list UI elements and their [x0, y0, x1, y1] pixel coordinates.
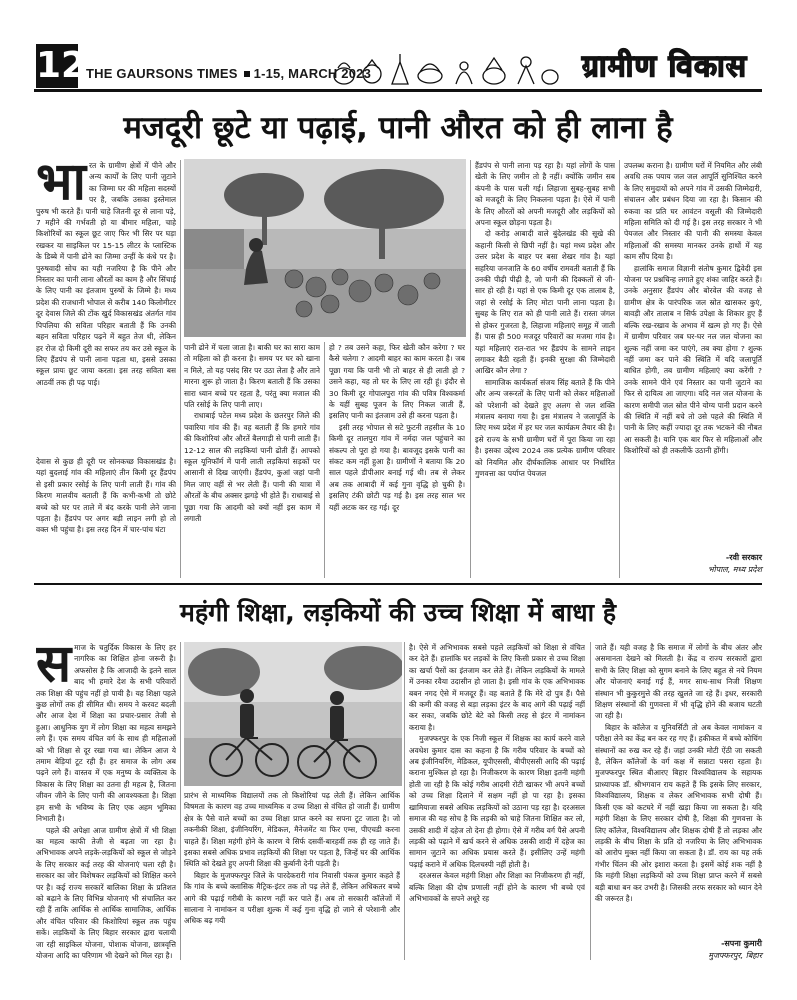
paper-name: THE GAURSONS TIMES [86, 66, 238, 81]
village-illustration-icon [330, 46, 560, 88]
article1-text-4: हैंडपंप से पानी लाना पड़ रहा है। यहां लोगों के पास खेती के लिए जमीन तो है नहीं। क्योंकि जमीन सब कंपनी के पास चली गई। लिहाजा सुबह-सुबह सभी को मजदूरी के लिए निकलना पड़ता है। ऐसे में पानी के लिए औरतों को अपनी मजदूरी और लड़कियों को अपना स्कूल छोड़ना पड़ता है। [475, 161, 615, 228]
article2-author: -सपना कुमारी [721, 939, 762, 948]
article1-text-5b: हालांकि समाज विज्ञानी संतोष कुमार द्विवेदी इस योजना पर प्रश्नचिन्ह लगाते हुए शंका जाहिर करते हैं। उनके अनुसार हैंडपंप और बोरवेल की वजह से ग्रामीण क्षेत्र के पारंपरिक जल स्रोत खासकर कुएं, बावड़ी और तालाब न सिर्फ उपेक्षा के शिकार हुए हैं बल्कि रख-रखाव के अभाव में खत्म हो गए हैं। ऐसे में ग्रामीण परिवार जब घर-घर नल जल योजना का शुल्क नहीं जमा कर पाएंगे, तब क्या होगा ? शुल्क नहीं जमा कर पाने की स्थिति में यदि जलापूर्ति बाधित होगी, तब ग्रामीण महिलाएं क्या करेंगी ? उनके सामने पीने एवं निस्तार का पानी जुटाने का फिर से दायित्व आ जाएगा। यदि नल जल योजना के कारण समीपी जल स्रोत पीने योग्य पानी प्रदान करने की स्थिति में नहीं बचे तो उसे पहले की स्थिति में पानी के लिए कहीं ज्यादा दूर तक भटकने की नौबत आ सकती है। यानि एक बार फिर से महिलाओं और किशोरियों को ही तकलीफें उठानी होंगी। [624, 263, 762, 456]
article2-text-2: प्रारंभ से माध्यमिक विद्यालयों तक तो किशोरियां पढ़ लेती हैं। लेकिन आर्थिक विषमता के कारण वह उच्च माध्यमिक व उच्च शिक्षा से वंचित हो जाती हैं। ग्रामीण क्षेत्र के पैसे वाले बच्चों का उच्च शिक्षा प्राप्त करने का सपना टूट जाता है। जो तकनीकी शिक्षा, इंजीनियरिंग, मेडिकल, मैनेजमेंट या फिर एम्स, पीएचडी करना चाहते हैं। शिक्षा महंगी होने के कारण ये सिर्फ दसवीं-बारहवीं तक ही रह जाते हैं। इसका सबसे अधिक प्रभाव लड़कियों की शिक्षा पर पड़ता है, जिन्हें घर की आर्थिक स्थिति को देखते हुए अपनी शिक्षा की कुर्बानी देनी पड़ती है। [184, 791, 400, 869]
article1-text-2b: राधाबाई पटेल मध्य प्रदेश के छतरपुर जिले की पवारिया गांव की हैं। वह बताती हैं कि हमारे गांव की किशोरियां और औरतें बैलगाड़ी से पानी लाती हैं। 12-12 साल की लड़कियां पानी ढोती हैं। आपको स्कूल यूनिफॉर्म में पानी लाती लड़कियां सड़कों पर आसानी से दिख जाएंगी। हैंडपंप, कुआं जहां पानी मिल जाए वहीं से भर लेती हैं। पानी की यात्रा में औरतों के बीच अक्सर झगड़े भी होते हैं। राधाबाई से पूछा गया कि आदमी को क्यों नहीं इस काम में लगाती [184, 411, 320, 524]
article2-column-2 [184, 790, 400, 960]
masthead [86, 66, 371, 81]
article1-headline: मजदूरी छूटे या पढ़ाई, पानी औरत को ही लाना है [123, 110, 673, 146]
article2-column-4 [595, 642, 762, 934]
article1-text-5: उपलब्ध कराना है। ग्रामीण घरों में नियमित और लंबी अवधि तक पयाय जल जल आपूर्ति सुनिश्चित करने के लिए समुदायों को अपने गांव में उसकी जिम्मेदारी, संचालन और प्रबंधन दिया जा रहा है। किसान की रुकवा का प्रति घर आवंटन वसूली की जिम्मेदारी महिला समिति को दी गई है। इस तरह सरकार ने भी पेयजल और निस्तार की पानी की समस्या केवल महिलाओं की समस्या मानकर उनके हाथों में यह काम सौंप दिया है। [624, 161, 762, 262]
article2-text-1: माज के चतुर्दिक विकास के लिए हर नागरिक का शिक्षित होना जरूरी है। अफसोस है कि आजादी के इतने साल बाद भी हमारे देश के सभी परिवारों तक शिक्षा की पहुंच नहीं हो पायी है। यह शिक्षा पहले कुछ लोगों तक ही सीमित थी। समय ने करवट बदली और आज देश में शिक्षा का प्रचार-प्रसार तेजी से हुआ। आधुनिक युग में लोग शिक्षा का महत्व समझने लगे हैं। एक समय वंचित वर्ग के साथ ही महिलाओं को भी शिक्षा से दूर रखा गया था। लेकिन आज ये तमाम बेड़ियां टूट रही हैं। हर समाज के लोग अब पढ़ने लगे हैं। वास्तव में एक मनुष्य के व्यक्तित्व के विकास के लिए शिक्षा का उतना ही महत्व है, जितना जीवन जीने के लिए पानी की आवश्यकता है। शिक्षा हम सभी के भविष्य के लिए एक अहम भूमिका निभाती है। [36, 643, 176, 824]
article-separator [34, 583, 762, 585]
article2-drop-cap: स [36, 642, 72, 694]
article1-column-4 [475, 160, 615, 578]
article1-drop-cap: भा [36, 160, 87, 212]
page-header [0, 0, 797, 92]
article2-headline: महंगी शिक्षा, लड़कियों की उच्च शिक्षा में बाधा है [179, 598, 617, 627]
page-number: 12 [36, 45, 87, 86]
article1-text-1b: देवास से कुछ ही दूरी पर सोनकच्छ विकासखंड है। यहां बुदलाई गांव की महिलाएं तीन किमी दूर हैंडपंप से इसी प्रकार रसोई के लिए पानी लाती हैं। गांव की किरण मालवीय बताती हैं कि कभी-कभी तो छोटे बच्चे को घर पर ताले में बंद करके पानी लेने जाना पड़ता है। हैंडपंप पर अगर बड़ी लाइन लगी हो तो वक्त भी पहुंचा है। इस तरह दिन में चार-पांच घंटा [36, 457, 176, 535]
column-divider [324, 342, 325, 578]
column-divider [590, 642, 591, 960]
column-divider [180, 160, 181, 578]
article1-text-3: हो ? तब उसने कहा, फिर खेती कौन करेगा ? घर कैसे चलेगा ? आदमी बाहर का काम करता है। जब पूछा गया कि पानी भी तो बाहर से ही लाती हो ? उसने कहा, यह तो घर के लिए ला रही हूं। इंदौर से 30 किमी दूर गोपालपुरा गांव की पवित्र विश्वकर्मा के यहीं सुबह पूजन के लिए निकल जाती हैं, इसलिए पानी का इंतजाम उसे ही करना पड़ता है। [329, 343, 465, 421]
article1-column-1b [36, 456, 176, 578]
issue-date: 1-15, MARCH 2023 [253, 66, 372, 81]
article2-column-3 [409, 642, 585, 960]
column-divider [470, 160, 471, 578]
column-divider [619, 160, 620, 578]
article2-text-3b: मुजफ्फरपुर के एक निजी स्कूल में शिक्षक का कार्य करने वाले अवधेश कुमार दास का कहना है कि गरीब परिवार के बच्चों को अब इंजीनियरिंग, मेडिकल, यूपीएससी, बीपीएससी आदि की पढ़ाई कराना मुश्किल हो रहा है। निजीकरण के कारण शिक्षा इतनी महंगी होती जा रही है कि कोई गरीब आदमी रोटी खाकर भी अपने बच्चों को उच्च शिक्षा दिलाने में सक्षम नहीं हो पा रहा है। इसका खामियाजा सबसे अधिक लड़कियों को उठाना पड़ रहा है। दरअसल समाज की यह सोच है कि लड़की को चाहे जितना शिक्षित कर लो, उसकी शादी में दहेज तो देना ही होगा। ऐसे में गरीब वर्ग पैसे अपनी लड़की को पढ़ाने में खर्च करने से अधिक उसकी शादी में दहेज का सामान जुटाने का अधिक प्रयास करते हैं। इसीलिए उन्हें महंगी पढ़ाई कराने में अधिक दिलचस्पी नहीं होती है। [409, 734, 585, 869]
article2-column-1 [36, 642, 176, 960]
column-divider [180, 642, 181, 960]
separator-square-icon [244, 71, 250, 77]
article1-location: भोपाल, मध्य प्रदेश [707, 565, 762, 574]
article1-column-2 [184, 342, 320, 578]
article1-column-1 [36, 160, 176, 452]
article1-text-3b: इसी तरह भोपाल से सटे फुटनी तहसील के 10 किमी दूर तालपुरा गांव में नर्मदा जल पहुंचाने का संकल्प तो पूरा हो गया है। बावजूद इसके पानी का संकट कम नहीं हुआ है। ग्रामीणों ने बताया कि 20 साल पहले डीपीआर बनाई गई थी। तब से लेकर अब तक आबादी में कई गुना वृद्धि हो चुकी है। इसलिए टंकी छोटी पड़ गई है। इस तरह साल भर यहीं अटक कर रह गई। दूर [329, 422, 465, 512]
article1-text-1: रत के ग्रामीण क्षेत्रों में पीने और अन्य कार्यों के लिए पानी जुटाने का जिम्मा घर की महिला सदस्यों पर है, जबकि उसका इस्तेमाल पुरुष भी करते हैं। पानी चाहे जितनी दूर से लाना पड़े, 7 महीने की गर्भवती हो या बीमार महिला, चाहे किशोरियों का स्कूल छूट जाए फिर भी सिर पर घड़ा रखकर या साइकिल पर 15-15 लीटर के प्लास्टिक के डिब्बे में पानी ढोने का जिम्मा उन्हीं के कंधे पर है। पुरुषवादी सोच का यही नजरिया है कि पीने और निस्तार का पानी लाना औरतों का काम है और सिंचाई के लिए पानी का इंतजाम पुरुषों के जिम्मे है। मध्य प्रदेश की राजधानी भोपाल से करीब 140 किलोमीटर दूर देवास जिले की टोंक खुर्द विकासखंड अंतर्गत गांव पिपलिया की सविता परिहार बताती हैं कि उनकी बहन सविता परिहार पढ़ने में बहुत तेज थी, लेकिन हर रोज दो किमी दूरी का सफर तय कर उसे स्कूल के लिए हैंडपंप से पानी लाना पड़ता था, इससे उसका स्कूल प्रायः छूट जाया करता। इस तरह सविता बस आठवीं तक ही पढ़ पाई। [36, 161, 176, 387]
article2-text-1b: पहले की अपेक्षा आज ग्रामीण क्षेत्रों में भी शिक्षा का महत्व काफी तेजी से बढ़ता जा रहा है। अभिभावक अपने लड़के-लड़कियों को स्कूल से जोड़ने के लिए सरकार कई तरह की योजनाएं चला रही है। सरकार का जोर विशेषकर लड़कियों को शिक्षित करने पर है। कई राज्य सरकारें बालिका शिक्षा के प्रतिशत को बढ़ाने के लिए विभिन्न योजनाएं भी संचालित कर रही हैं ताकि आर्थिक से आर्थिक सामाजिक, आर्थिक और वंचित परिवार की किशोरियां स्कूल तक पहुंच सकें। लड़कियों के लिए बिहार सरकार द्वारा चलायी जा रही साइकिल योजना, पोशाक योजना, छात्रवृत्ति योजना आदि का परिणाम भी देखने को मिल रहा है। [36, 825, 176, 960]
article1-author: -रवी सरकार [725, 553, 762, 562]
article2-text-3c: दरअसल केवल महंगी शिक्षा और शिक्षा का निजीकरण ही नहीं, बल्कि शिक्षा की दोष प्रणाली नहीं होने के कारण भी बच्चे एवं अभिभावकों के सपने अधूरे रह [409, 871, 585, 903]
section-title: ग्रामीण विकास [582, 49, 748, 84]
article1-photo [184, 159, 466, 337]
article1-column-5 [624, 160, 762, 550]
column-divider [404, 642, 405, 960]
article1-text-2: पानी ढोने में चला जाता है। बाकी घर का सारा काम तो महिला को ही करना है। समय पर घर को खाना न मिले, तो यह पसंद सिर पर उठा लेता है और ताने मारना शुरू हो जाता है। किरण बताती हैं कि उसका सारा ध्यान बच्चे पर रहता है, परंतु क्या मजाल की पति रसोई के लिए पानी लाए। [184, 343, 320, 410]
article2-text-2b: बिहार के मुजफ्फरपुर जिले के पारदेकरारी गांव निवासी पंकज कुमार कहते हैं कि गांव के बच्चे क्लासिक मैट्रिक-इंटर तक तो पढ़ लेते हैं, लेकिन अधिकतर बच्चे आगे की पढ़ाई गरीबी के कारण नहीं कर पाते हैं। अब तो सरकारी कॉलेजों में सालाना ने नामांकन व परीक्षा शुल्क में कई गुना वृद्धि हो जाने से परेशानी और अधिक बढ़ गयी [184, 870, 400, 926]
article2-location: मुजफ्फरपुर, बिहार [708, 951, 762, 960]
article1-text-4c: सामाजिक कार्यकर्ता संजय सिंह बताते हैं कि पीने और अन्य जरूरतों के लिए पानी को लेकर महिलाओं को परेशानी को देखते हुए अलग से जल शक्ति मंत्रालय बनाया गया है। इस मंत्रालय ने जलापूर्ति के लिए मध्य प्रदेश में हर घर जल कार्यक्रम तैयार की है। इसे राज्य के सभी ग्रामीण घरों में पूरा किया जा रहा है। इसका उद्देश्य 2024 तक प्रत्येक ग्रामीण परिवार को नियमित और दीर्घकालिक आधार पर निर्धारित गुणवत्ता का पर्याप्त पेयजल [475, 377, 615, 478]
article1-column-3 [329, 342, 465, 578]
article2-photo [184, 642, 402, 786]
article1-text-4b: दो करोड़ आबादी वाले बुंदेलखंड की सूखे की कहानी किसी से छिपी नहीं है। यहां मध्य प्रदेश और उत्तर प्रदेश के बाहर पर बसा शेखर गांव है। यहां सहरिया जनजाति के 60 वर्षीय रामवती बताती हैं कि उनकी पीढ़ी पीढ़ी है, जो पानी की दिक्कतों से जी-सार हो रही है। यहां से एक किमी दूर एक तालाब है, जहां से रसोई के लिए मोटा पानी लाना पड़ता है। सुबह के लिए रात को ही पानी लाते हैं। रास्ता जंगल से होकर गुजरता है, लिहाजा महिलाएं समूह में जाती हैं। पास ही 500 मजदूर परिवारों का मजमा गांव है। यहां महिलाएं रात-रात भर हैंडपंप के सामने लाइन लगाकर बैठी रहती हैं। इनकी सुरक्षा की जिम्मेदारी आखिर कौन लेगा ? [475, 229, 615, 376]
header-rule [34, 89, 762, 92]
article2-text-4b: बिहार के कॉलेज व यूनिवर्सिटी तो अब केवल नामांकन व परीक्षा लेने का केंद्र बन कर रह गए हैं। हकीकत में बच्चे कोचिंग संस्थानों का रुख कर रहे हैं। जहां उनकी मोटी ऐंठी जा सकती है, लेकिन कॉलेजों के वर्ग कक्ष में सन्नाटा पसरा रहता है। मुजफ्फरपुर स्थित बीआरए बिहार विश्वविद्यालय के सहायक प्राध्यापक डॉ. श्रीभगवान राय कहते हैं कि इसके लिए सरकार, विश्वविद्यालय, शिक्षक व लेकर अभिभावक सभी दोषी हैं। किसी एक को कटघरे में नहीं खड़ा किया जा सकता है। यदि महंगी शिक्षा के लिए सरकार दोषी है, शिक्षा की गुणवत्ता के लिए कॉलेज, विश्वविद्यालय और शिक्षक दोषी हैं तो लड़का और लड़की के बीच शिक्षा के प्रति दो नजरिया के लिए अभिभावक को आरोप मुक्त नहीं किया जा सकता है। डॉ. राय का यह तर्क गंभीर चिंतन की ओर इशारा करता है। इसमें कोई शक नहीं है कि महंगी शिक्षा लड़कियों को उच्च शिक्षा प्राप्त करने में सबसे बड़ी बाधा बन कर उभरी है। जिसकी तरफ सरकार को ध्यान देने की जरूरत है। [595, 722, 762, 903]
article2-text-4: जाते हैं। यही वजह है कि समाज में लोगों के बीच अंतर और असमानता देखने को मिलती है। केंद्र व राज्य सरकारों द्वारा सभी के लिए शिक्षा को सुगम बनाने के लिए बहुत से नये नियम और योजनाएं बनाई गई हैं, मगर साथ-साथ निजी शिक्षण संस्थान भी कुकुरमुत्ते की तरह खुलते जा रहे हैं। इधर, सरकारी शिक्षण संस्थानों की गुणवत्ता में भी वृद्धि होने की बजाय घटती जा रही है। [595, 643, 762, 721]
article2-text-3: है। ऐसे में अभिभावक सबसे पहले लड़कियों को शिक्षा से वंचित कर देते हैं। हालांकि घर लड़कों के लिए किसी प्रकार से उच्च शिक्षा का खर्चा पैसों का इंतजाम कर लेते हैं। लेकिन लड़कियों के मामले में उनका रवैया उदासीन हो जाता है। इसी गांव के एक अभिभावक बबन नगद ऐसे में मजदूर हैं। वह बताते हैं कि मेरे दो पुत्र हैं। पैसे की कमी की वजह से बड़ा लड़का इंटर के बाद आगे की पढ़ाई नहीं कर सका, जबकि छोटे बेटे को किसी तरह से इंटर में नामांकन कराया है। [409, 643, 585, 732]
